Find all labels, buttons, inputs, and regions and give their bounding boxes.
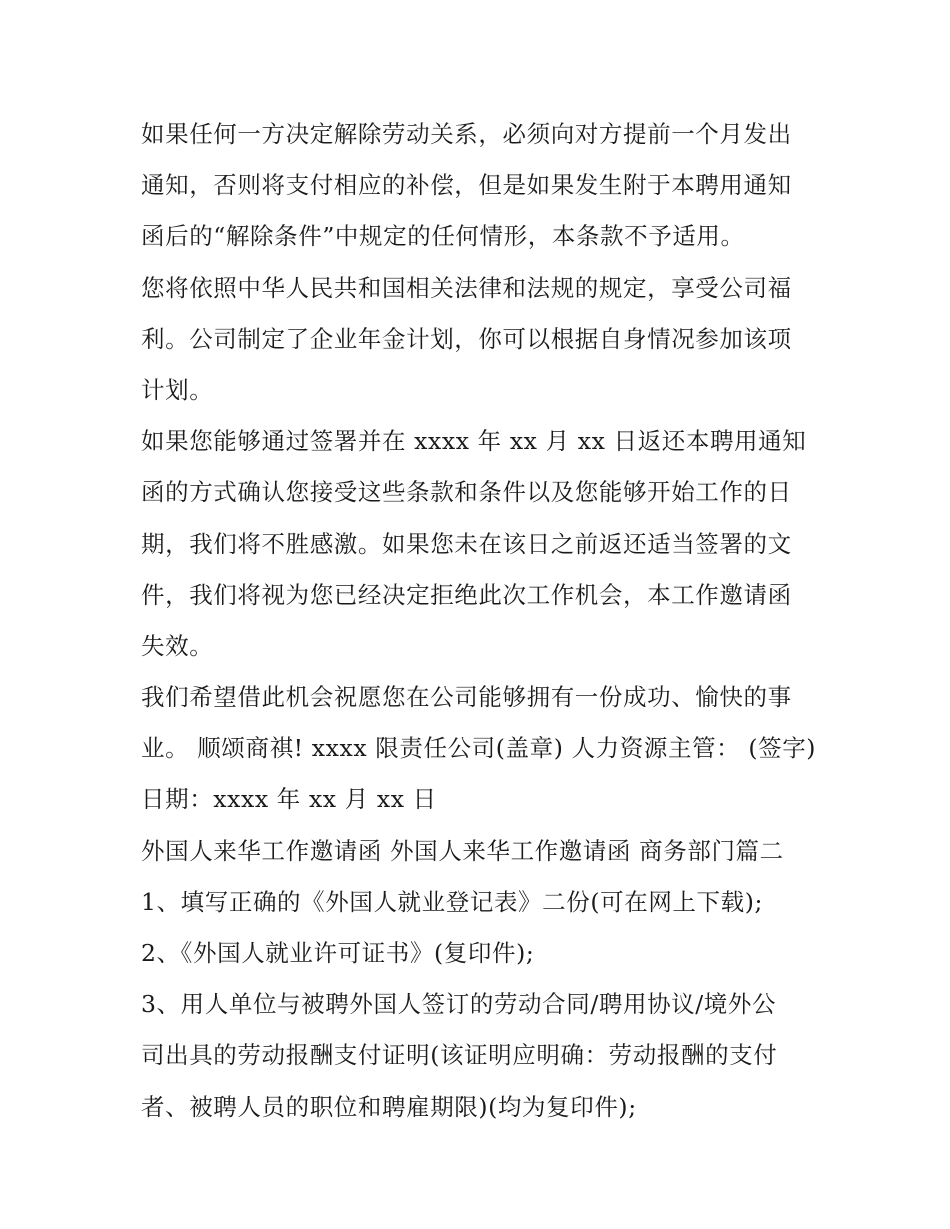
- text-line: 利。公司制定了企业年金计划，你可以根据自身情况参加该项: [141, 324, 792, 353]
- text-line: 业。 顺颂商祺! xxxx 限责任公司(盖章) 人力资源主管： (签字): [141, 734, 817, 763]
- text-line: 我们希望借此机会祝愿您在公司能够拥有一份成功、愉快的事: [141, 683, 792, 712]
- text-line: 件，我们将视为您已经决定拒绝此次工作机会，本工作邀请函: [141, 580, 792, 609]
- text-line: 者、被聘人员的职位和聘雇期限)(均为复印件);: [141, 1092, 637, 1121]
- text-line: 失效。: [141, 631, 214, 660]
- text-line: 计划。: [141, 375, 214, 404]
- document-body: [141, 109, 817, 1133]
- text-line: 1、填写正确的《外国人就业登记表》二份(可在网上下载);: [141, 887, 764, 916]
- text-line: 通知，否则将支付相应的补偿，但是如果发生附于本聘用通知: [141, 171, 792, 200]
- text-line: 函后的“解除条件”中规定的任何情形，本条款不予适用。: [141, 222, 745, 251]
- text-line: 3、用人单位与被聘外国人签订的劳动合同/聘用协议/境外公: [141, 990, 777, 1019]
- text-line: 2、《外国人就业许可证书》(复印件);: [141, 939, 535, 967]
- text-line: 如果您能够通过签署并在 xxxx 年 xx 月 xx 日返还本聘用通知: [141, 427, 807, 456]
- text-line: 司出具的劳动报酬支付证明(该证明应明确：劳动报酬的支付: [141, 1041, 778, 1070]
- text-line: 日期：xxxx 年 xx 月 xx 日: [141, 785, 437, 814]
- text-line: 外国人来华工作邀请函 外国人来华工作邀请函 商务部门篇二: [141, 836, 784, 865]
- text-line: 函的方式确认您接受这些条款和条件以及您能够开始工作的日: [141, 478, 792, 507]
- text-line: 您将依照中华人民共和国相关法律和法规的规定，享受公司福: [141, 273, 792, 302]
- text-line: 如果任何一方决定解除劳动关系，必须向对方提前一个月发出: [141, 120, 792, 148]
- text-line: 期，我们将不胜感激。如果您未在该日之前返还适当签署的文: [141, 529, 792, 558]
